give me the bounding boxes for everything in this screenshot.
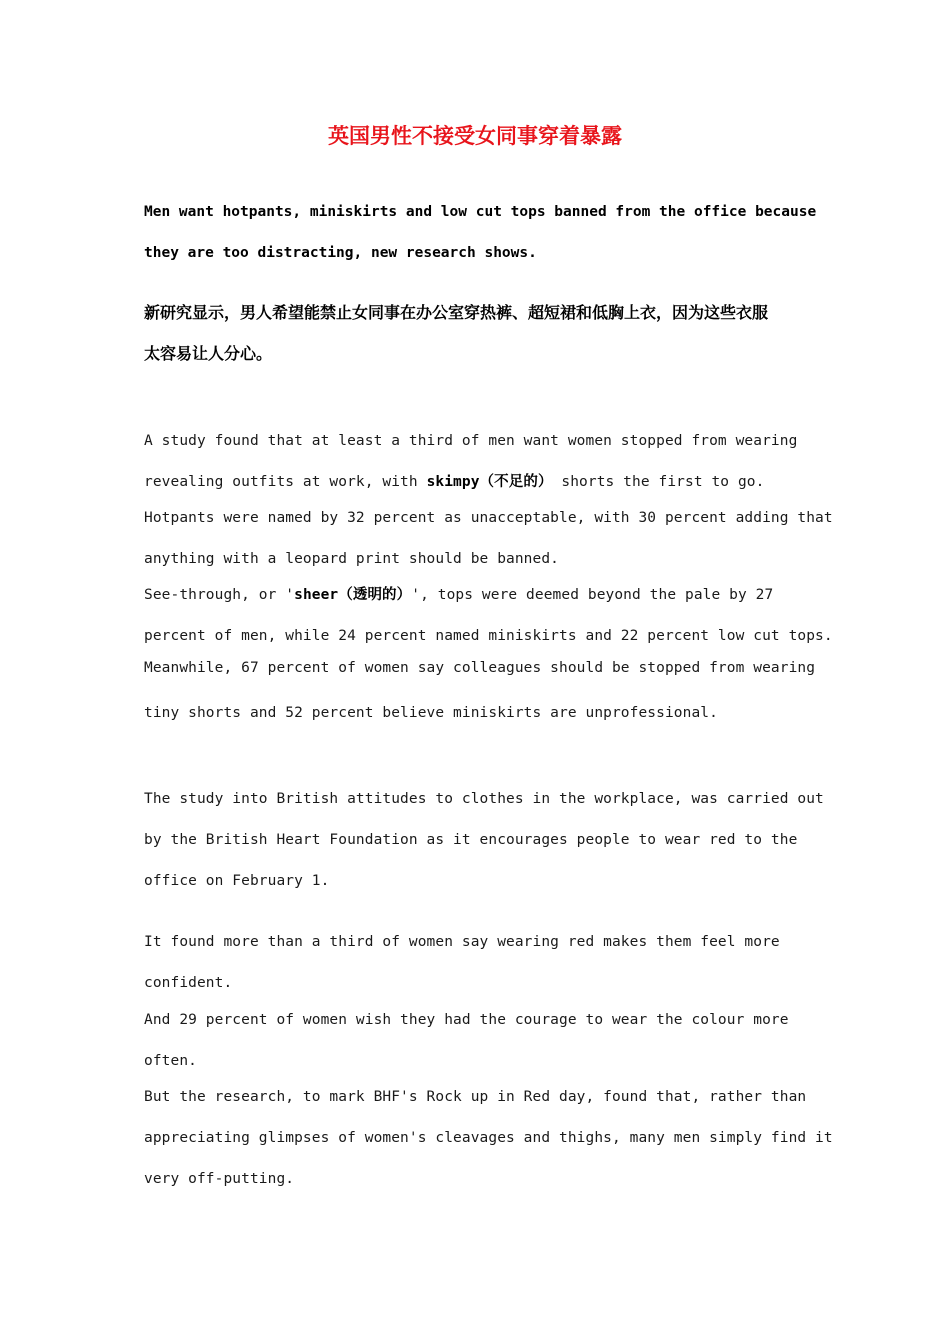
body-line-6: percent of men, while 24 percent named miniskirts and 22 percent low cut tops. bbox=[144, 628, 833, 644]
body-line-11: office on February 1. bbox=[144, 873, 330, 889]
body-line-9: The study into British attitudes to clothes in the workplace, was carried out bbox=[144, 791, 824, 807]
body-line-8: tiny shorts and 52 percent believe miniskirts are unprofessional. bbox=[144, 705, 718, 721]
body-line-7: Meanwhile, 67 percent of women say colleagues should be stopped from wearing bbox=[144, 660, 816, 676]
body-line-14: And 29 percent of women wish they had the courage to wear the colour more bbox=[144, 1012, 789, 1028]
vocab-term-skimpy: skimpy（不足的） bbox=[426, 474, 553, 490]
body-line-4: anything with a leopard print should be banned. bbox=[144, 551, 559, 567]
body-line-2-post: shorts the first to go. bbox=[552, 474, 765, 490]
document-title: 英国男性不接受女同事穿着暴露 bbox=[328, 124, 622, 148]
body-line-2 bbox=[144, 472, 764, 492]
body-line-1: A study found that at least a third of men want women stopped from wearing bbox=[144, 433, 798, 449]
body-line-10: by the British Heart Foundation as it encourages people to wear red to the bbox=[144, 832, 798, 848]
lead-cn-line-2: 太容易让人分心。 bbox=[144, 344, 273, 363]
body-line-5-post: ', tops were deemed beyond the pale by 27 bbox=[411, 587, 774, 603]
vocab-term-sheer: sheer（透明的） bbox=[294, 587, 412, 603]
lead-en-line-2: they are too distracting, new research shows. bbox=[144, 245, 537, 261]
body-line-5-pre: See-through, or ' bbox=[144, 587, 295, 603]
body-line-3: Hotpants were named by 32 percent as unacceptable, with 30 percent adding that bbox=[144, 510, 833, 526]
body-line-2-pre: revealing outfits at work, with bbox=[144, 474, 427, 490]
body-line-15: often. bbox=[144, 1053, 197, 1069]
body-line-5 bbox=[144, 585, 773, 605]
lead-en-line-1: Men want hotpants, miniskirts and low cut tops banned from the office because bbox=[144, 204, 817, 220]
body-line-12: It found more than a third of women say wearing red makes them feel more bbox=[144, 934, 780, 950]
body-line-17: appreciating glimpses of women's cleavages and thighs, many men simply find it bbox=[144, 1130, 833, 1146]
body-line-16: But the research, to mark BHF's Rock up in Red day, found that, rather than bbox=[144, 1089, 807, 1105]
body-line-13: confident. bbox=[144, 975, 233, 991]
body-line-18: very off-putting. bbox=[144, 1171, 295, 1187]
lead-cn-line-1: 新研究显示，男人希望能禁止女同事在办公室穿热裤、超短裙和低胸上衣，因为这些衣服 bbox=[144, 303, 769, 322]
